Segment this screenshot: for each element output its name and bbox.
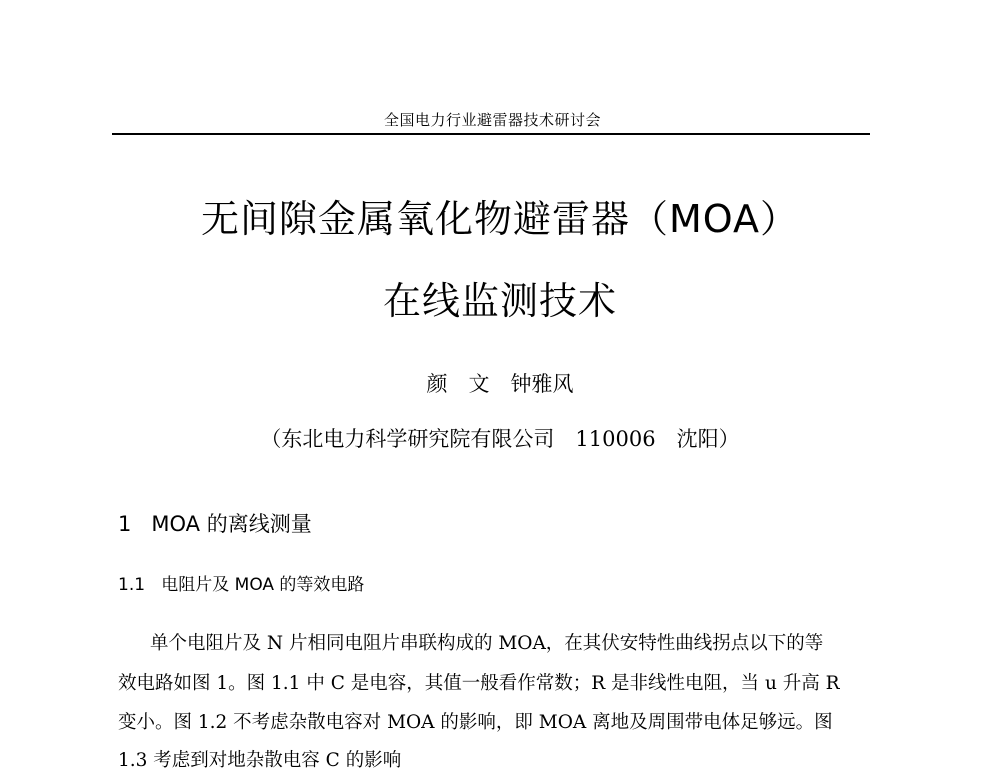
body-line-1: 单个电阻片及 N 片相同电阻片串联构成的 MOA，在其伏安特性曲线拐点以下的等 [150, 633, 824, 654]
body-line-4: 1.3 考虑到对地杂散电容 C 的影响 [118, 750, 402, 771]
section-heading: 1 MOA 的离线测量 [118, 512, 312, 536]
affiliation: （东北电力科学研究院有限公司 110006 沈阳） [260, 427, 740, 451]
authors: 颜 文 钟雅风 [426, 372, 574, 396]
header-rule [112, 133, 870, 135]
subsection-heading: 1.1 电阻片及 MOA 的等效电路 [118, 575, 365, 595]
running-header: 全国电力行业避雷器技术研讨会 [383, 111, 601, 129]
title-line-1: 无间隙金属氧化物避雷器（MOA） [200, 197, 800, 241]
body-line-3: 变小。图 1.2 不考虑杂散电容对 MOA 的影响，即 MOA 离地及周围带电体足够远。图 [118, 712, 833, 733]
title-line-2: 在线监测技术 [382, 279, 617, 323]
body-line-2: 效电路如图 1。图 1.1 中 C 是电容，其值一般看作常数；R 是非线性电阻，当 u 升高 R [118, 673, 840, 694]
